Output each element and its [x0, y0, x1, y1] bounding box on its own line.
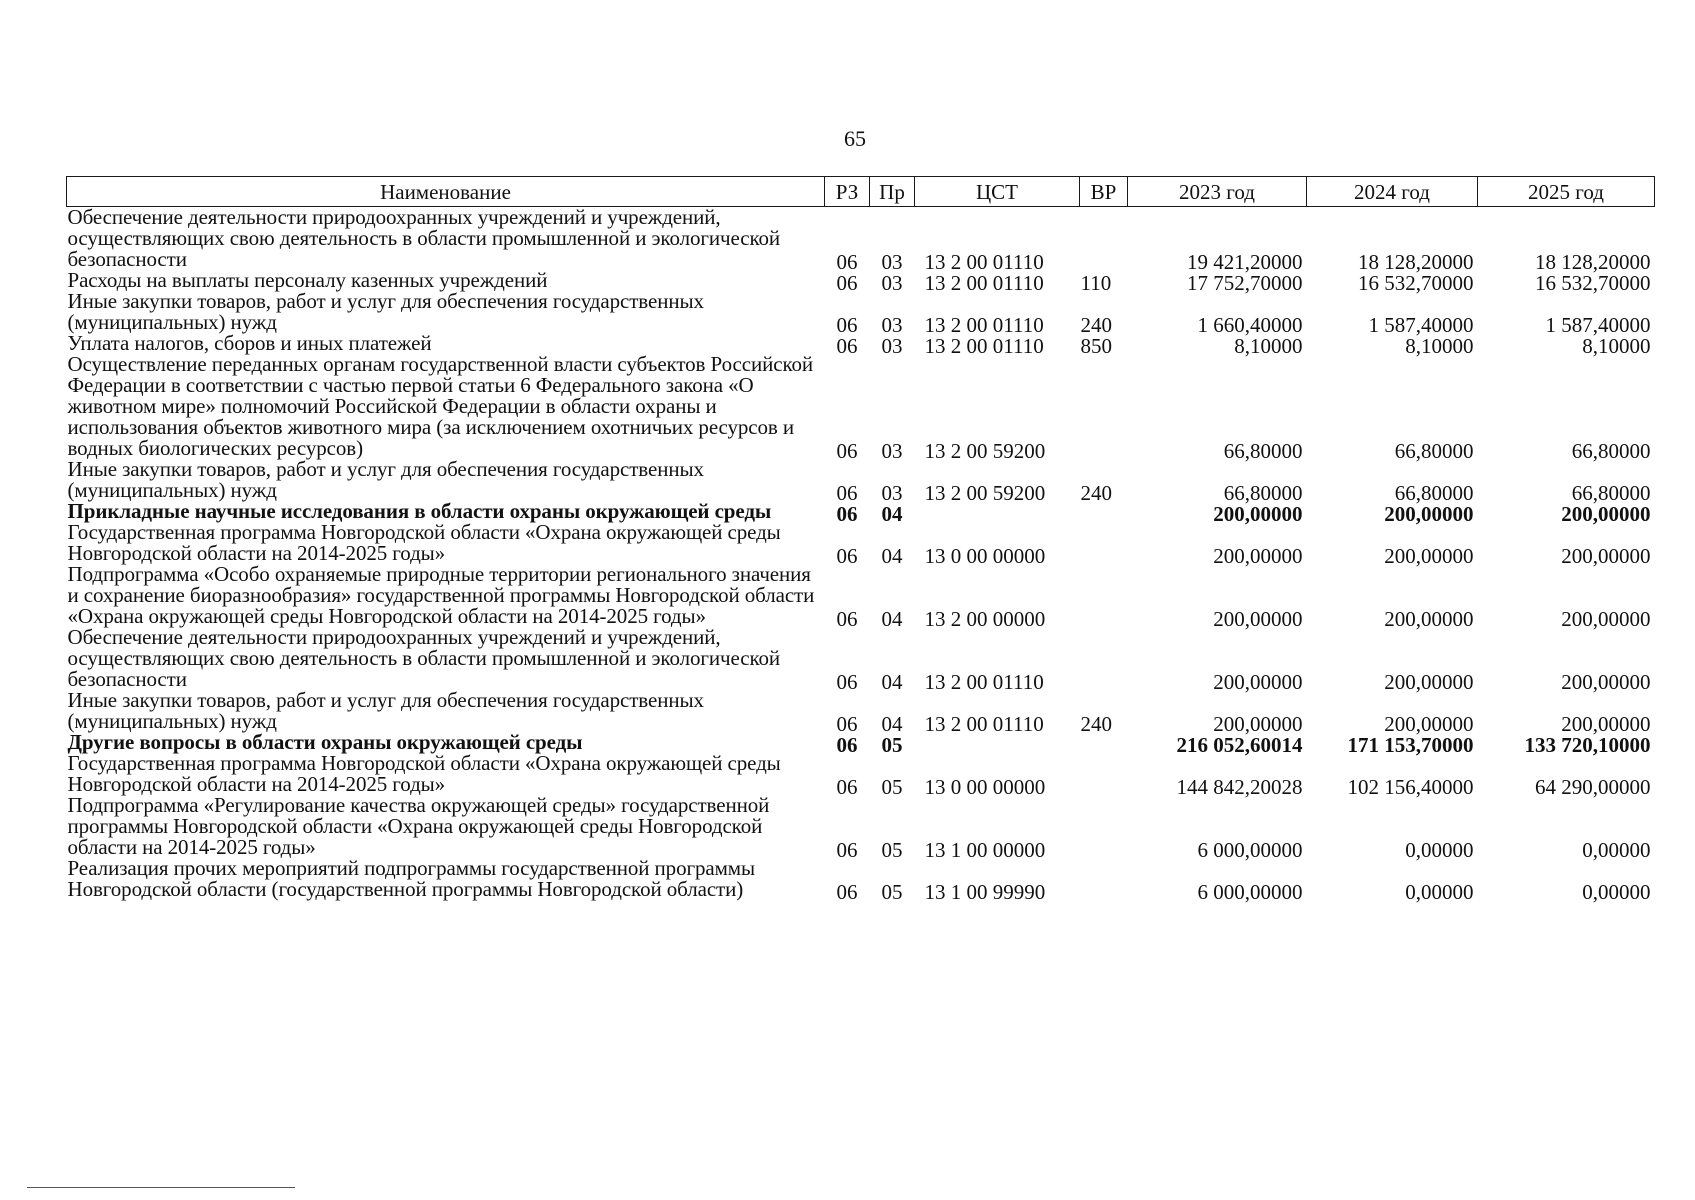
cell-pr-value: 03 — [881, 439, 903, 463]
cell-2025-value: 0,00000 — [1582, 838, 1651, 862]
cell-2025 — [1478, 354, 1655, 463]
cell-cst — [915, 627, 1080, 694]
cell-2024-value: 66,80000 — [1394, 439, 1474, 463]
cell-2024 — [1307, 354, 1478, 463]
cell-rz-value: 06 — [836, 271, 858, 295]
cell-2023 — [1128, 522, 1307, 568]
cell-cst — [915, 333, 1080, 358]
cell-2025-value: 200,00000 — [1561, 502, 1651, 526]
cell-2023-value: 6 000,00000 — [1197, 880, 1303, 904]
cell-2023 — [1128, 207, 1307, 274]
cell-name: Иные закупки товаров, работ и услуг для обеспечения государственных (муниципальных) нужд — [67, 289, 704, 334]
cell-pr — [870, 732, 915, 757]
cell-2023 — [1128, 795, 1307, 862]
footnote-divider — [27, 1187, 295, 1188]
cell-2025-value: 1 587,40000 — [1545, 313, 1651, 337]
cell-2025 — [1478, 270, 1655, 295]
cell-2024-value: 200,00000 — [1384, 670, 1474, 694]
header-rz: РЗ — [825, 177, 870, 207]
cell-2024 — [1307, 207, 1478, 274]
cell-rz — [825, 732, 870, 757]
cell-2024-value: 0,00000 — [1405, 838, 1474, 862]
cell-vr — [1080, 627, 1128, 690]
cell-2024 — [1307, 627, 1478, 694]
cell-2025-value: 200,00000 — [1561, 712, 1651, 736]
cell-2024-value: 200,00000 — [1384, 607, 1474, 631]
cell-2025-value: 64 290,00000 — [1535, 775, 1651, 799]
cell-rz-value: 06 — [836, 838, 858, 862]
cell-pr — [870, 459, 915, 505]
table-row — [67, 459, 1655, 501]
table-row — [67, 333, 1655, 354]
header-2023: 2023 год — [1128, 177, 1307, 207]
cell-pr-value: 03 — [881, 481, 903, 505]
cell-name: Реализация прочих мероприятий подпрограммы государственной программы Новгородской области (государственной программы Новгородской области) — [67, 856, 756, 901]
cell-vr-value: 110 — [1080, 271, 1112, 295]
cell-rz-value: 06 — [836, 481, 858, 505]
cell-cst — [915, 690, 1080, 736]
cell-rz — [825, 858, 870, 904]
cell-rz — [825, 459, 870, 505]
cell-2023 — [1128, 732, 1307, 757]
cell-2023 — [1128, 291, 1307, 337]
cell-name: Иные закупки товаров, работ и услуг для обеспечения государственных (муниципальных) нужд — [67, 688, 704, 733]
cell-rz-value: 06 — [836, 733, 858, 757]
header-pr: Пр — [870, 177, 915, 207]
cell-2024 — [1307, 795, 1478, 862]
cell-2024 — [1307, 501, 1478, 526]
cell-pr-value: 04 — [881, 502, 903, 526]
cell-vr-value: 240 — [1080, 712, 1112, 736]
cell-cst-value: 13 0 00 00000 — [924, 544, 1046, 568]
cell-rz — [825, 627, 870, 694]
cell-name: Иные закупки товаров, работ и услуг для обеспечения государственных (муниципальных) нужд — [67, 457, 704, 502]
table-row — [67, 795, 1655, 858]
cell-pr-value: 04 — [881, 607, 903, 631]
header-vr: ВР — [1080, 177, 1128, 207]
cell-pr — [870, 627, 915, 694]
cell-rz-value: 06 — [836, 250, 858, 274]
cell-2023 — [1128, 753, 1307, 799]
cell-2023 — [1128, 564, 1307, 631]
cell-2024 — [1307, 858, 1478, 904]
cell-pr — [870, 690, 915, 736]
cell-vr — [1080, 333, 1128, 358]
table-row — [67, 522, 1655, 564]
cell-2023-value: 200,00000 — [1213, 544, 1303, 568]
cell-pr — [870, 354, 915, 463]
cell-cst-value: 13 2 00 59200 — [924, 481, 1046, 505]
cell-2023-value: 200,00000 — [1213, 502, 1303, 526]
cell-name: Другие вопросы в области охраны окружающей среды — [67, 730, 583, 754]
cell-pr-value: 03 — [881, 250, 903, 274]
cell-rz-value: 06 — [836, 607, 858, 631]
cell-name: Осуществление переданных органам государственной власти субъектов Российской Федерации в соответствии с частью первой статьи 6 Федерального закона «О животном мире» полномочий Российской Федерации в области охраны и использования объектов животного мира (за исключением охотничьих ресурсов и водных биологических ресурсов) — [67, 352, 814, 460]
cell-cst — [915, 291, 1080, 337]
cell-2024-value: 200,00000 — [1384, 544, 1474, 568]
cell-rz-value: 06 — [836, 880, 858, 904]
cell-2023-value: 216 052,60014 — [1176, 733, 1303, 757]
cell-2024 — [1307, 291, 1478, 337]
cell-cst-value: 13 2 00 01110 — [924, 313, 1044, 337]
cell-vr — [1080, 690, 1128, 736]
cell-rz — [825, 795, 870, 862]
table-header-row — [67, 177, 1655, 207]
cell-2025-value: 200,00000 — [1561, 544, 1651, 568]
cell-rz — [825, 270, 870, 295]
cell-rz-value: 06 — [836, 544, 858, 568]
cell-2023 — [1128, 501, 1307, 526]
cell-rz-value: 06 — [836, 775, 858, 799]
cell-2025 — [1478, 459, 1655, 505]
cell-pr — [870, 207, 915, 274]
table-row — [67, 858, 1655, 900]
cell-vr-value: 850 — [1080, 334, 1112, 358]
cell-pr — [870, 753, 915, 799]
cell-pr — [870, 333, 915, 358]
cell-2023 — [1128, 270, 1307, 295]
cell-2024 — [1307, 459, 1478, 505]
cell-2024-value: 200,00000 — [1384, 502, 1474, 526]
cell-2025 — [1478, 753, 1655, 799]
cell-2025 — [1478, 291, 1655, 337]
cell-cst — [915, 270, 1080, 295]
cell-cst — [915, 753, 1080, 799]
cell-pr-value: 05 — [881, 733, 903, 757]
cell-2025-value: 200,00000 — [1561, 670, 1651, 694]
cell-cst — [915, 564, 1080, 631]
cell-cst — [915, 207, 1080, 274]
table-row — [67, 564, 1655, 627]
cell-2025-value: 18 128,20000 — [1535, 250, 1651, 274]
cell-cst-value: 13 2 00 01110 — [924, 250, 1044, 274]
cell-2023-value: 17 752,70000 — [1187, 271, 1303, 295]
cell-vr — [1080, 522, 1128, 564]
cell-vr — [1080, 564, 1128, 627]
table-row — [67, 207, 1655, 271]
header-name: Наименование — [67, 177, 825, 207]
cell-name: Обеспечение деятельности природоохранных учреждений и учреждений, осуществляющих свою деятельность в области промышленной и экологической безопасности — [67, 205, 781, 271]
cell-cst-value: 13 2 00 01110 — [924, 334, 1044, 358]
cell-2024-value: 200,00000 — [1384, 712, 1474, 736]
cell-2023-value: 200,00000 — [1213, 670, 1303, 694]
cell-cst-value: 13 2 00 01110 — [924, 712, 1044, 736]
cell-rz-value: 06 — [836, 712, 858, 736]
cell-pr — [870, 564, 915, 631]
header-cst: ЦСТ — [915, 177, 1080, 207]
cell-name: Прикладные научные исследования в области охраны окружающей среды — [67, 499, 772, 523]
cell-2023-value: 6 000,00000 — [1197, 838, 1303, 862]
cell-vr — [1080, 354, 1128, 459]
cell-cst-value: 13 2 00 59200 — [924, 439, 1046, 463]
cell-2025-value: 66,80000 — [1571, 439, 1651, 463]
table-row — [67, 291, 1655, 333]
cell-name: Государственная программа Новгородской области «Охрана окружающей среды Новгородской области на 2014-2025 годы» — [67, 520, 781, 565]
cell-pr-value: 04 — [881, 712, 903, 736]
cell-2025-value: 8,10000 — [1582, 334, 1651, 358]
cell-pr-value: 04 — [881, 544, 903, 568]
cell-cst-value: 13 2 00 00000 — [924, 607, 1046, 631]
cell-2024-value: 66,80000 — [1394, 481, 1474, 505]
cell-rz-value: 06 — [836, 502, 858, 526]
cell-rz-value: 06 — [836, 670, 858, 694]
cell-name: Обеспечение деятельности природоохранных учреждений и учреждений, осуществляющих свою деятельность в области промышленной и экологической безопасности — [67, 625, 781, 691]
cell-cst — [915, 459, 1080, 505]
cell-2025 — [1478, 207, 1655, 274]
cell-cst-value: 13 1 00 00000 — [924, 838, 1046, 862]
cell-pr — [870, 795, 915, 862]
cell-vr — [1080, 207, 1128, 271]
cell-cst — [915, 858, 1080, 904]
cell-pr — [870, 522, 915, 568]
table-row — [67, 627, 1655, 690]
cell-2023-value: 1 660,40000 — [1197, 313, 1303, 337]
cell-2024-value: 0,00000 — [1405, 880, 1474, 904]
cell-vr — [1080, 858, 1128, 900]
cell-rz — [825, 291, 870, 337]
cell-2025-value: 66,80000 — [1571, 481, 1651, 505]
cell-rz-value: 06 — [836, 439, 858, 463]
cell-2023-value: 66,80000 — [1223, 481, 1303, 505]
cell-2023 — [1128, 627, 1307, 694]
cell-vr — [1080, 291, 1128, 337]
cell-vr-value: 240 — [1080, 481, 1112, 505]
cell-2025 — [1478, 564, 1655, 631]
table-row — [67, 732, 1655, 753]
cell-vr — [1080, 753, 1128, 795]
cell-2024-value: 102 156,40000 — [1347, 775, 1474, 799]
cell-cst-value: 13 2 00 01110 — [924, 670, 1044, 694]
cell-cst-value: 13 0 00 00000 — [924, 775, 1046, 799]
cell-2023-value: 144 842,20028 — [1176, 775, 1303, 799]
table-row — [67, 270, 1655, 291]
cell-pr-value: 03 — [881, 313, 903, 337]
cell-2023-value: 19 421,20000 — [1187, 250, 1303, 274]
cell-2023 — [1128, 354, 1307, 463]
cell-pr — [870, 501, 915, 526]
cell-2024-value: 8,10000 — [1405, 334, 1474, 358]
cell-2025-value: 200,00000 — [1561, 607, 1651, 631]
cell-rz — [825, 564, 870, 631]
cell-2023 — [1128, 690, 1307, 736]
cell-name: Подпрограмма «Особо охраняемые природные территории регионального значения и сохранение биоразнообразия» государственной программы Новгородской области «Охрана окружающей среды Новгородской области на 2014-2025 годы» — [67, 562, 815, 628]
cell-2024 — [1307, 732, 1478, 757]
cell-2025 — [1478, 501, 1655, 526]
cell-rz — [825, 333, 870, 358]
cell-rz — [825, 354, 870, 463]
cell-2025 — [1478, 858, 1655, 904]
cell-pr-value: 05 — [881, 838, 903, 862]
cell-2023 — [1128, 858, 1307, 904]
cell-2023-value: 66,80000 — [1223, 439, 1303, 463]
cell-pr-value: 03 — [881, 334, 903, 358]
cell-vr — [1080, 459, 1128, 505]
cell-2024 — [1307, 270, 1478, 295]
cell-2025 — [1478, 627, 1655, 694]
cell-2023 — [1128, 459, 1307, 505]
cell-2024 — [1307, 564, 1478, 631]
cell-2024 — [1307, 753, 1478, 799]
table-row — [67, 753, 1655, 795]
cell-vr — [1080, 795, 1128, 858]
table-row — [67, 501, 1655, 522]
cell-pr-value: 04 — [881, 670, 903, 694]
cell-rz — [825, 207, 870, 274]
cell-2025 — [1478, 732, 1655, 757]
cell-name: Государственная программа Новгородской области «Охрана окружающей среды Новгородской области на 2014-2025 годы» — [67, 751, 781, 796]
cell-cst-value: 13 2 00 01110 — [924, 271, 1044, 295]
cell-rz-value: 06 — [836, 313, 858, 337]
cell-cst — [915, 795, 1080, 862]
cell-pr — [870, 270, 915, 295]
table-row — [67, 690, 1655, 732]
cell-2025 — [1478, 690, 1655, 736]
cell-pr-value: 05 — [881, 880, 903, 904]
cell-vr-value: 240 — [1080, 313, 1112, 337]
cell-name: Подпрограмма «Регулирование качества окружающей среды» государственной программы Новгородской области «Охрана окружающей среды Новгородской области на 2014-2025 годы» — [67, 793, 770, 859]
cell-2023-value: 200,00000 — [1213, 607, 1303, 631]
cell-rz — [825, 522, 870, 568]
cell-pr-value: 05 — [881, 775, 903, 799]
cell-2024-value: 18 128,20000 — [1358, 250, 1474, 274]
cell-cst — [915, 522, 1080, 568]
cell-2025 — [1478, 795, 1655, 862]
page-number: 65 — [844, 126, 866, 151]
cell-rz — [825, 501, 870, 526]
header-2025: 2025 год — [1478, 177, 1655, 207]
header-2024: 2024 год — [1307, 177, 1478, 207]
cell-cst — [915, 354, 1080, 463]
cell-vr — [1080, 270, 1128, 295]
cell-2023-value: 8,10000 — [1234, 334, 1303, 358]
cell-rz-value: 06 — [836, 334, 858, 358]
cell-2025 — [1478, 522, 1655, 568]
cell-cst-value: 13 1 00 99990 — [924, 880, 1046, 904]
cell-2024 — [1307, 690, 1478, 736]
cell-2024 — [1307, 522, 1478, 568]
cell-2025-value: 0,00000 — [1582, 880, 1651, 904]
table-body — [67, 205, 1655, 904]
cell-2023-value: 200,00000 — [1213, 712, 1303, 736]
budget-table — [66, 176, 1655, 904]
cell-name: Расходы на выплаты персоналу казенных учреждений — [67, 268, 548, 292]
cell-pr-value: 03 — [881, 271, 903, 295]
cell-2024-value: 16 532,70000 — [1358, 271, 1474, 295]
cell-2025-value: 16 532,70000 — [1535, 271, 1651, 295]
cell-2024-value: 171 153,70000 — [1347, 733, 1474, 757]
cell-pr — [870, 291, 915, 337]
cell-2025-value: 133 720,10000 — [1524, 733, 1651, 757]
cell-pr — [870, 858, 915, 904]
cell-rz — [825, 753, 870, 799]
cell-2024-value: 1 587,40000 — [1368, 313, 1474, 337]
cell-name: Уплата налогов, сборов и иных платежей — [67, 331, 432, 355]
table-row — [67, 354, 1655, 459]
cell-rz — [825, 690, 870, 736]
